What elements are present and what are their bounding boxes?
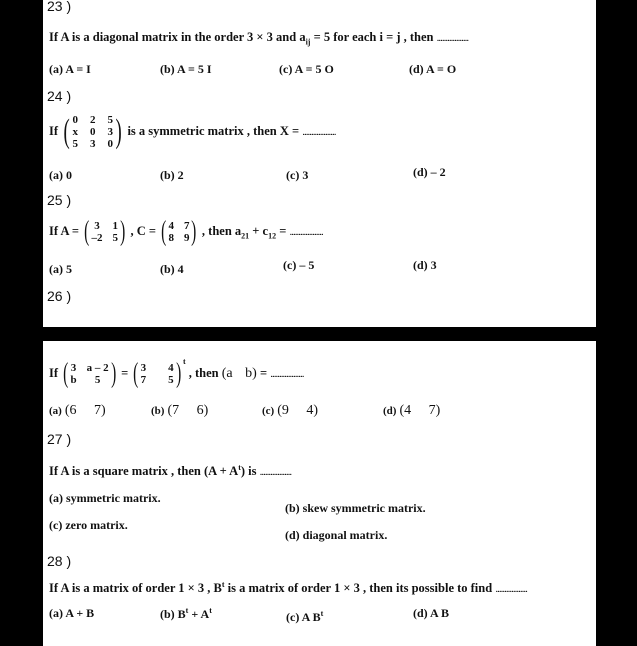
q26-option-d[interactable] [383, 403, 440, 419]
matrix-cell: 5 [107, 114, 113, 126]
question-24-number: 24 ) [47, 88, 72, 104]
q26-stem-text: , then [185, 365, 222, 380]
q28-superscript: t [221, 580, 225, 589]
q24-matrix: ( 0 2 5 x 0 3 5 3 0 ) [63, 113, 122, 150]
question-25-stem [49, 218, 323, 246]
option-label: (d) [383, 405, 397, 417]
matrix-cell: 3 [89, 138, 96, 150]
q28-option-b-part-2: + A [188, 607, 210, 621]
q25-stem-part-1: , then a [198, 223, 242, 238]
q25-lead: If A = [49, 223, 80, 238]
question-26-stem [49, 356, 304, 389]
q23-option-b[interactable]: (b) A = 5 I [160, 62, 212, 76]
q26-option-c[interactable] [262, 403, 318, 419]
q26-option-b[interactable] [151, 403, 208, 419]
question-28-stem [49, 580, 527, 596]
question-23-number: 23 ) [47, 0, 72, 14]
q25-stem-part-3: = [276, 223, 290, 238]
matrix-cell: 0 [89, 126, 96, 138]
q25-separator: , C = [130, 223, 156, 238]
q26-row-left: (a [221, 365, 233, 381]
matrix-cell: a – 2 [86, 362, 109, 374]
q27-option-a[interactable]: (a) symmetric matrix. [49, 491, 161, 505]
q28-option-b-sup-1: t [185, 606, 189, 615]
q28-option-c-part-1: (c) A B [286, 610, 321, 624]
q24-option-b[interactable]: (b) 2 [160, 168, 184, 182]
q27-stem-part-1: If A is a square matrix , then (A + A [49, 464, 239, 479]
q28-option-c[interactable] [286, 609, 323, 625]
q26-option-a[interactable] [49, 403, 106, 419]
matrix-cell: 7 [183, 220, 190, 232]
q25-option-d[interactable]: (d) 3 [413, 258, 437, 272]
matrix-cell: 3 [94, 220, 100, 232]
q25-option-b[interactable]: (b) 4 [160, 262, 184, 276]
q25-matrix-c: ( 4 7 8 9 ) [161, 216, 197, 247]
q28-stem-part-1: If A is a matrix of order 1 × 3 , B [49, 581, 222, 596]
q24-option-d[interactable]: (d) – 2 [413, 165, 446, 179]
q25-answer-blank: ................... [289, 225, 323, 238]
q26-answer-blank: ................... [270, 367, 304, 380]
matrix-cell: b [70, 374, 77, 386]
q27-option-d[interactable]: (d) diagonal matrix. [285, 528, 388, 542]
q28-stem-part-2: is a matrix of order 1 × 3 , then its possible to find [224, 581, 496, 596]
q23-subscript: ij [305, 37, 311, 47]
matrix-cell: 5 [112, 232, 119, 244]
q27-stem-part-2: ) is [240, 464, 260, 479]
option-value: (4 7) [399, 403, 441, 418]
q26-matrix-right: ( 3 4 7 5 ) [133, 358, 181, 389]
question-25-number: 25 ) [47, 192, 72, 208]
q25-subscript-2: 12 [268, 231, 277, 241]
q26-lead: If [49, 365, 59, 380]
matrix-cell: x [72, 126, 78, 138]
q25-stem-part-2: + c [249, 223, 269, 238]
option-label: (a) [49, 405, 62, 417]
matrix-cell: 0 [107, 138, 113, 150]
q24-lead: If [49, 123, 59, 138]
matrix-cell: 4 [168, 362, 174, 374]
q28-option-b-part-1: (b) B [160, 607, 186, 621]
matrix-cell: 5 [94, 374, 101, 386]
option-value: (7 6) [167, 403, 209, 418]
q24-matrix-grid [72, 114, 113, 150]
q26-matrix-left: ( 3 a – 2 b 5 ) [63, 358, 116, 389]
q24-option-a[interactable]: (a) 0 [49, 168, 72, 182]
matrix-cell: 7 [140, 374, 147, 386]
question-24-stem [49, 114, 335, 150]
matrix-cell: 8 [168, 232, 174, 244]
option-label: (c) [262, 405, 275, 417]
worksheet-panel-top [43, 0, 596, 327]
matrix-cell: 2 [89, 114, 96, 126]
matrix-cell: 3 [70, 362, 77, 374]
q25-matrix-a: ( 3 1 –2 5 ) [84, 216, 126, 247]
option-value: (9 4) [277, 403, 319, 418]
q28-option-b[interactable] [160, 606, 212, 622]
matrix-cell: 9 [183, 232, 190, 244]
matrix-cell: 5 [72, 138, 78, 150]
q25-option-a[interactable]: (a) 5 [49, 262, 72, 276]
q28-option-b-sup-2: t [209, 606, 212, 615]
q28-option-a[interactable]: (a) A + B [49, 606, 95, 620]
q27-superscript: t [238, 463, 241, 472]
question-23-stem [49, 30, 468, 47]
q27-answer-blank: .................. [259, 466, 292, 479]
matrix-cell: 0 [72, 114, 78, 126]
matrix-cell: 4 [168, 220, 174, 232]
question-27-number: 27 ) [47, 431, 72, 447]
q28-option-d[interactable]: (d) A B [413, 606, 450, 620]
matrix-cell: 1 [112, 220, 119, 232]
question-28-number: 28 ) [47, 553, 72, 569]
q23-option-a[interactable]: (a) A = I [49, 62, 91, 76]
matrix-cell: –2 [91, 232, 103, 244]
q28-answer-blank: .................. [495, 583, 527, 596]
q25-option-c[interactable]: (c) – 5 [283, 258, 315, 272]
matrix-cell: 3 [140, 362, 147, 374]
q25-subscript-1: 21 [241, 231, 250, 241]
q24-stem-text: is a symmetric matrix , then X = [127, 123, 303, 138]
q23-option-d[interactable]: (d) A = O [409, 62, 457, 76]
q26-row-right: b) [245, 365, 257, 381]
q23-option-c[interactable]: (c) A = 5 O [279, 62, 334, 76]
q28-option-c-sup: t [320, 609, 324, 618]
question-27-stem [49, 463, 291, 479]
q27-option-c[interactable]: (c) zero matrix. [49, 518, 128, 532]
q23-answer-blank: .................. [436, 32, 469, 44]
option-value: (6 7) [64, 403, 106, 418]
q24-answer-blank: ................... [302, 125, 336, 138]
q27-option-b[interactable]: (b) skew symmetric matrix. [285, 501, 426, 515]
q23-stem-part-1: If A is a diagonal matrix in the order 3 × 3 and a [49, 30, 306, 44]
q26-transpose-superscript: t [182, 356, 186, 366]
matrix-cell: 3 [107, 126, 113, 138]
option-label: (b) [151, 405, 165, 417]
q24-option-c[interactable]: (c) 3 [286, 168, 309, 182]
q26-equals: = [117, 365, 132, 380]
question-26-number: 26 ) [47, 288, 72, 304]
matrix-cell: 5 [168, 374, 174, 386]
q23-stem-part-2: = 5 for each i = j , then [310, 30, 437, 44]
worksheet-panel-bottom [43, 341, 596, 646]
q26-equals-2: = [256, 365, 271, 380]
